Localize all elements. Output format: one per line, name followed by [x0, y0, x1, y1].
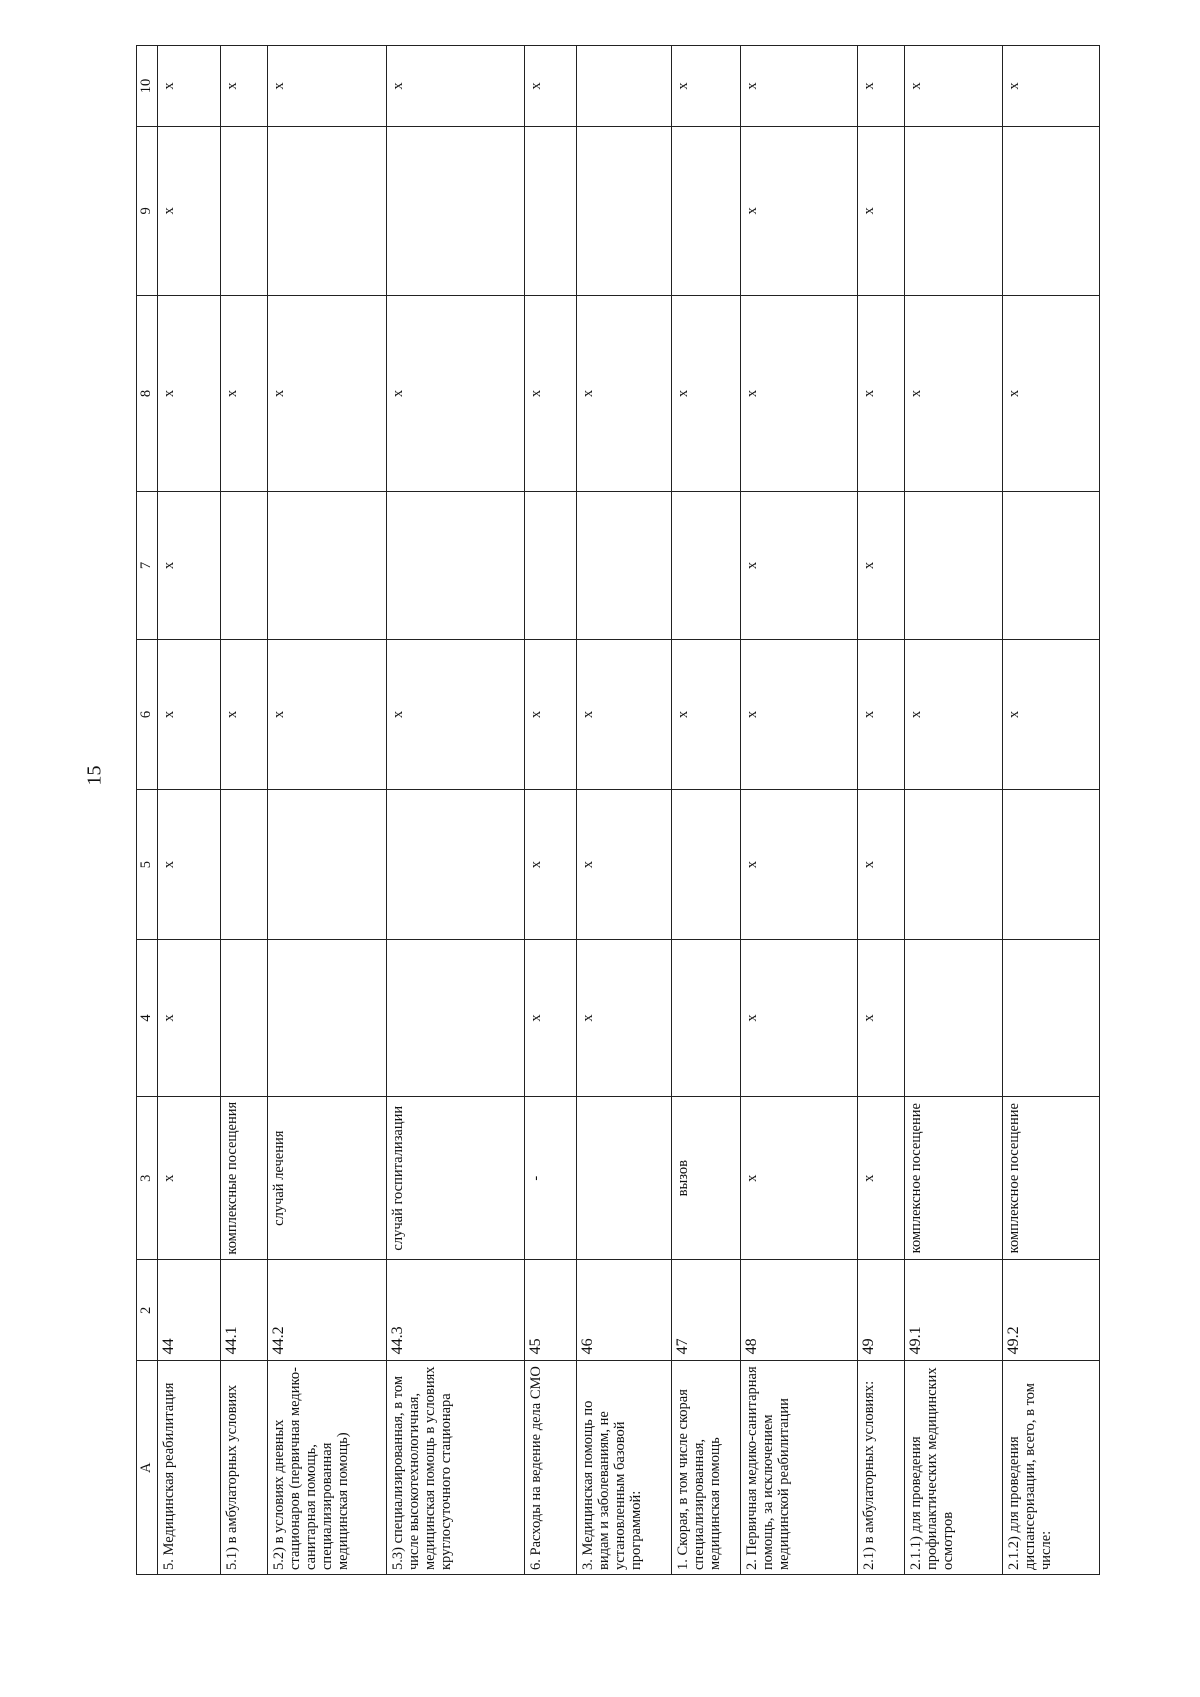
value-cell: х	[857, 295, 905, 492]
row-label-cell: 2. Первичная медико-санитарная помощь, за исключением медицинской реабилитации	[741, 1361, 858, 1575]
value-cell: х	[577, 790, 672, 940]
value-cell: х	[525, 939, 577, 1096]
table-row	[158, 46, 221, 1575]
value-cell: х	[268, 295, 387, 492]
table-row	[905, 46, 1002, 1575]
value-cell: х	[525, 295, 577, 492]
rotated-table-container	[136, 45, 1100, 1575]
value-cell: х	[268, 639, 387, 790]
value-cell: х	[387, 295, 525, 492]
value-cell: х	[741, 127, 858, 296]
value-cell: х	[857, 492, 905, 639]
value-cell: х	[741, 46, 858, 127]
unit-cell	[577, 1097, 672, 1260]
value-cell	[387, 790, 525, 940]
table-row	[1002, 46, 1099, 1575]
header-cell: 6	[137, 639, 158, 790]
unit-cell: х	[741, 1097, 858, 1260]
row-code-cell: 47	[672, 1260, 741, 1361]
header-cell: 8	[137, 295, 158, 492]
table-row	[387, 46, 525, 1575]
value-cell: х	[158, 639, 221, 790]
header-cell: 2	[137, 1260, 158, 1361]
table-row	[268, 46, 387, 1575]
table-row	[220, 46, 268, 1575]
table-row	[577, 46, 672, 1575]
value-cell: х	[220, 295, 268, 492]
value-cell: х	[387, 639, 525, 790]
value-cell: х	[857, 46, 905, 127]
row-code-cell: 48	[741, 1260, 858, 1361]
value-cell: х	[577, 295, 672, 492]
value-cell	[1002, 790, 1099, 940]
value-cell	[220, 492, 268, 639]
row-label-cell: 5. Медицинская реабилитация	[158, 1361, 221, 1575]
row-label-cell: 5.1) в амбулаторных условиях	[220, 1361, 268, 1575]
table-row	[672, 46, 741, 1575]
table-row	[741, 46, 858, 1575]
header-cell: 5	[137, 790, 158, 940]
value-cell: х	[1002, 295, 1099, 492]
value-cell	[905, 939, 1002, 1096]
value-cell: х	[387, 46, 525, 127]
value-cell: х	[741, 639, 858, 790]
value-cell: х	[1002, 46, 1099, 127]
unit-cell: -	[525, 1097, 577, 1260]
value-cell	[387, 127, 525, 296]
row-code-cell: 45	[525, 1260, 577, 1361]
header-cell: А	[137, 1361, 158, 1575]
value-cell: х	[857, 639, 905, 790]
value-cell: х	[158, 939, 221, 1096]
value-cell: х	[220, 46, 268, 127]
value-cell	[905, 127, 1002, 296]
value-cell	[1002, 127, 1099, 296]
row-code-cell: 49.2	[1002, 1260, 1099, 1361]
value-cell: х	[158, 790, 221, 940]
value-cell	[220, 939, 268, 1096]
header-cell: 4	[137, 939, 158, 1096]
data-table	[136, 45, 1100, 1575]
value-cell: х	[741, 939, 858, 1096]
value-cell: х	[672, 46, 741, 127]
value-cell: х	[741, 492, 858, 639]
value-cell	[1002, 939, 1099, 1096]
value-cell: х	[857, 790, 905, 940]
value-cell	[577, 127, 672, 296]
value-cell	[672, 939, 741, 1096]
table-row	[525, 46, 577, 1575]
value-cell: х	[905, 46, 1002, 127]
value-cell	[905, 492, 1002, 639]
value-cell: х	[905, 639, 1002, 790]
row-label-cell: 2.1.1) для проведения профилактических медицинских осмотров	[905, 1361, 1002, 1575]
value-cell	[268, 939, 387, 1096]
header-cell: 10	[137, 46, 158, 127]
row-code-cell: 49.1	[905, 1260, 1002, 1361]
value-cell: х	[857, 127, 905, 296]
row-code-cell: 44.2	[268, 1260, 387, 1361]
value-cell	[268, 790, 387, 940]
value-cell	[672, 492, 741, 639]
unit-cell: комплексное посещение	[905, 1097, 1002, 1260]
value-cell	[220, 127, 268, 296]
value-cell: х	[741, 295, 858, 492]
header-cell: 7	[137, 492, 158, 639]
value-cell: х	[577, 639, 672, 790]
value-cell: х	[525, 46, 577, 127]
value-cell: х	[672, 639, 741, 790]
row-label-cell: 6. Расходы на ведение дела СМО	[525, 1361, 577, 1575]
unit-cell: х	[158, 1097, 221, 1260]
row-code-cell: 49	[857, 1260, 905, 1361]
value-cell: х	[158, 127, 221, 296]
value-cell	[525, 127, 577, 296]
table-row	[857, 46, 905, 1575]
row-label-cell: 5.3) специализированная, в том числе высокотехнологичная, медицинская помощь в условиях круглосуточного стационара	[387, 1361, 525, 1575]
unit-cell: х	[857, 1097, 905, 1260]
value-cell: х	[268, 46, 387, 127]
value-cell	[268, 492, 387, 639]
value-cell	[577, 46, 672, 127]
value-cell: х	[905, 295, 1002, 492]
page-number: 15	[83, 765, 106, 786]
value-cell	[220, 790, 268, 940]
value-cell	[672, 127, 741, 296]
header-cell: 3	[137, 1097, 158, 1260]
value-cell: х	[525, 639, 577, 790]
row-code-cell: 46	[577, 1260, 672, 1361]
value-cell: х	[220, 639, 268, 790]
header-row	[137, 46, 158, 1575]
header-cell: 9	[137, 127, 158, 296]
row-label-cell: 1. Скорая, в том числе скорая специализированная, медицинская помощь	[672, 1361, 741, 1575]
value-cell: х	[158, 492, 221, 639]
row-code-cell: 44	[158, 1260, 221, 1361]
value-cell: х	[158, 295, 221, 492]
row-label-cell: 2.1) в амбулаторных условиях:	[857, 1361, 905, 1575]
unit-cell: случай госпитализации	[387, 1097, 525, 1260]
value-cell	[387, 492, 525, 639]
row-label-cell: 2.1.2) для проведения диспансеризации, всего, в том числе:	[1002, 1361, 1099, 1575]
value-cell: х	[1002, 639, 1099, 790]
value-cell	[525, 492, 577, 639]
row-label-cell: 3. Медицинская помощь по видам и заболеваниям, не установленным базовой программой:	[577, 1361, 672, 1575]
unit-cell: вызов	[672, 1097, 741, 1260]
value-cell: х	[577, 939, 672, 1096]
value-cell: х	[741, 790, 858, 940]
value-cell	[387, 939, 525, 1096]
unit-cell: комплексные посещения	[220, 1097, 268, 1260]
value-cell	[268, 127, 387, 296]
value-cell	[577, 492, 672, 639]
value-cell: х	[672, 295, 741, 492]
value-cell: х	[525, 790, 577, 940]
value-cell	[672, 790, 741, 940]
value-cell	[1002, 492, 1099, 639]
value-cell	[905, 790, 1002, 940]
row-code-cell: 44.3	[387, 1260, 525, 1361]
value-cell: х	[857, 939, 905, 1096]
unit-cell: случай лечения	[268, 1097, 387, 1260]
row-code-cell: 44.1	[220, 1260, 268, 1361]
row-label-cell: 5.2) в условиях дневных стационаров (первичная медико-санитарная помощь, специализированная медицинская помощь)	[268, 1361, 387, 1575]
value-cell: х	[158, 46, 221, 127]
unit-cell: комплексное посещение	[1002, 1097, 1099, 1260]
